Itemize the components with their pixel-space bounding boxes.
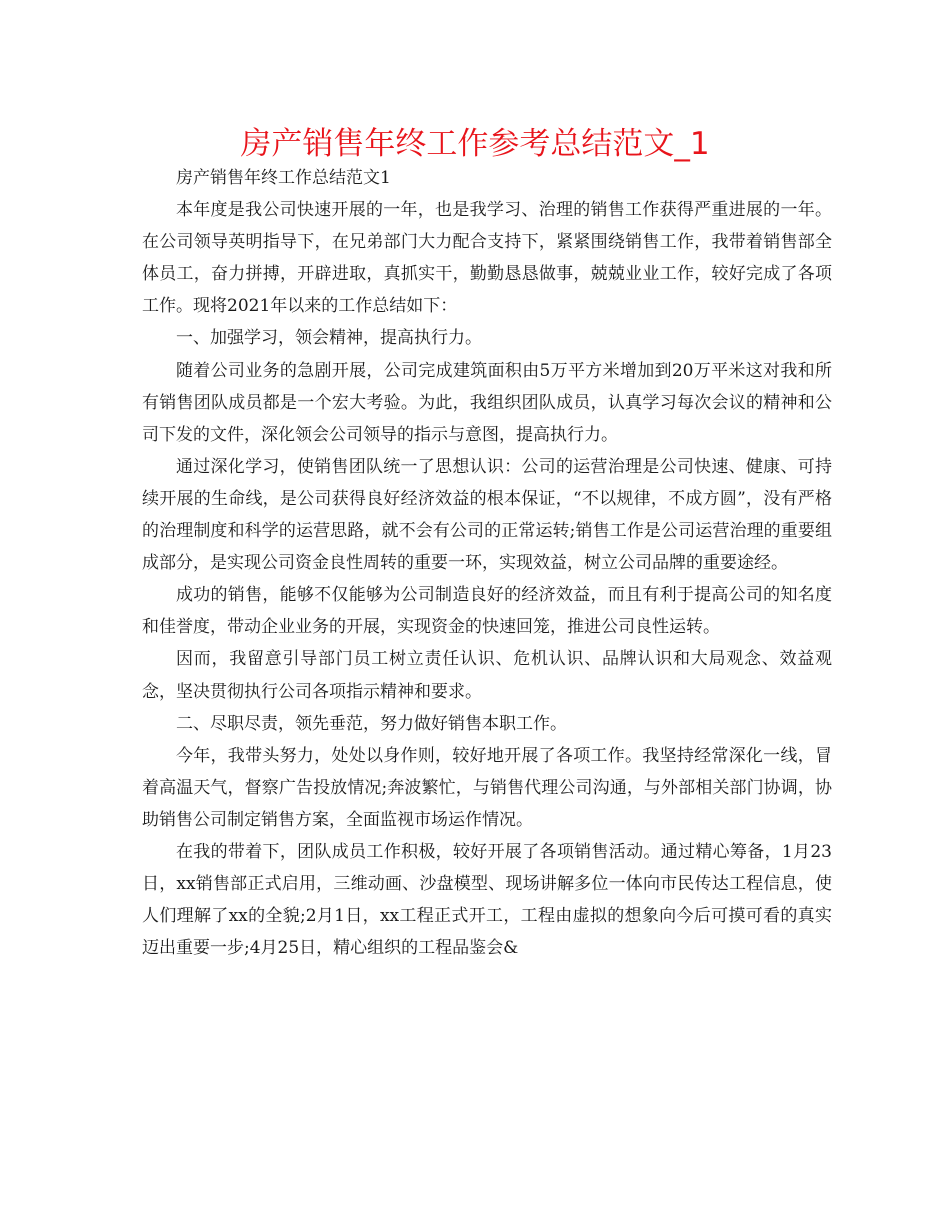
paragraph: 成功的销售，能够不仅能够为公司制造良好的经济效益，而且有利于提高公司的知名度和佳誉度，带动企业业务的开展，实现资金的快速回笼，推进公司良性运转。 (142, 585, 832, 638)
document-body (142, 162, 832, 964)
paragraph: 通过深化学习，使销售团队统一了思想认识：公司的运营治理是公司快速、健康、可持续开展的生命线，是公司获得良好经济效益的根本保证，“不以规律，不成方圆”，没有严格的治理制度和科学的运营思路，就不会有公司的正常运转;销售工作是公司运营治理的重要组成部分，是实现公司资金良性周转的重要一环，实现效益，树立公司品牌的重要途经。 (142, 456, 832, 574)
paragraph: 本年度是我公司快速开展的一年，也是我学习、治理的销售工作获得严重进展的一年。在公司领导英明指导下，在兄弟部门大力配合支持下，紧紧围绕销售工作，我带着销售部全体员工，奋力拼搏，开辟进取，真抓实干，勤勤恳恳做事，兢兢业业工作，较好完成了各项工作。现将2021年以来的工作总结如下： (142, 200, 832, 317)
paragraph: 在我的带着下，团队成员工作积极，较好开展了各项销售活动。通过精心筹备，1月23日，xx销售部正式启用，三维动画、沙盘模型、现场讲解多位一体向市民传达工程信息，使人们理解了xx的全貌;2月1日，xx工程正式开工，工程由虚拟的想象向今后可摸可看的真实迈出重要一步;4月25日，精心组织的工程品鉴会& (142, 841, 832, 959)
paragraph: 随着公司业务的急剧开展，公司完成建筑面积由5万平方米增加到20万平米这对我和所有销售团队成员都是一个宏大考验。为此，我组织团队成员，认真学习每次会议的精神和公司下发的文件，深化领会公司领导的指示与意图，提高执行力。 (142, 360, 832, 445)
document-title: 房产销售年终工作参考总结范文_1 (240, 126, 710, 162)
section-heading: 一、加强学习，领会精神，提高执行力。 (176, 328, 482, 349)
paragraph: 今年，我带头努力，处处以身作则，较好地开展了各项工作。我坚持经常深化一线，冒着高温天气，督察广告投放情况;奔波繁忙，与销售代理公司沟通，与外部相关部门协调，协助销售公司制定销售方案，全面监视市场运作情况。 (142, 745, 832, 830)
paragraph: 因而，我留意引导部门员工树立责任认识、危机认识、品牌认识和大局观念、效益观念，坚决贯彻执行公司各项指示精神和要求。 (142, 649, 832, 702)
paragraph: 房产销售年终工作总结范文1 (176, 168, 391, 188)
section-heading: 二、尽职尽责，领先垂范，努力做好销售本职工作。 (176, 713, 567, 734)
